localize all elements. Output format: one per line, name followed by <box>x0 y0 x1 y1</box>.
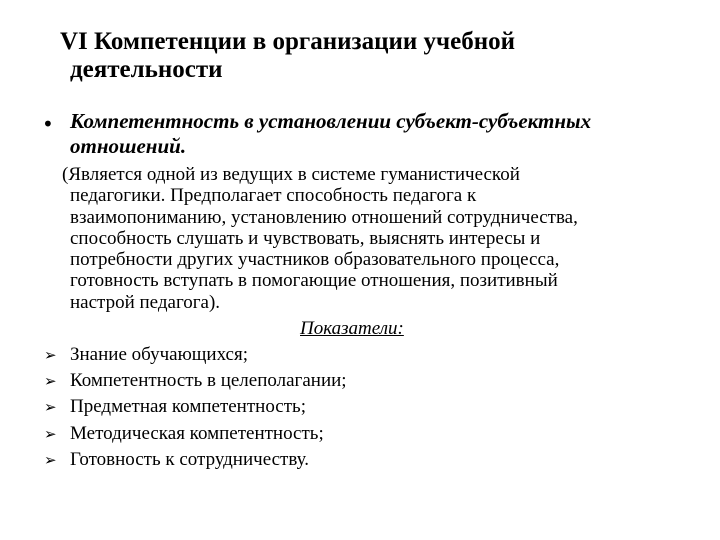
slide-title-line-1: VI Компетенции в организации учебной <box>60 28 516 55</box>
description-line: (Является одной из ведущих в системе гуманистической <box>62 164 520 185</box>
arrow-bullet-icon: ➢ <box>44 346 57 364</box>
arrow-bullet-icon: ➢ <box>44 372 57 390</box>
indicator-text: Предметная компетентность; <box>70 396 306 417</box>
slide-title-line-2: деятельности <box>70 56 223 83</box>
subheading-line-2: отношений. <box>70 134 187 158</box>
subheading-line-1: Компетентность в установлении субъект-субъектных <box>70 109 592 133</box>
bullet-icon: • <box>42 112 54 136</box>
description-line: взаимопониманию, установлению отношений сотрудничества, <box>70 207 578 228</box>
indicators-heading: Показатели: <box>300 318 404 339</box>
indicator-item <box>44 371 347 390</box>
indicator-item <box>44 424 324 443</box>
description-line: потребности других участников образовательного процесса, <box>70 249 560 270</box>
indicator-item <box>44 450 309 469</box>
indicator-text: Знание обучающихся; <box>70 344 248 365</box>
indicator-text: Готовность к сотрудничеству. <box>70 449 310 470</box>
indicator-text: Методическая компетентность; <box>70 423 324 444</box>
description-line: готовность вступать в помогающие отношения, позитивный <box>70 270 558 291</box>
description-line: настрой педагога). <box>70 292 221 313</box>
arrow-bullet-icon: ➢ <box>44 451 57 469</box>
indicator-text: Компетентность в целеполагании; <box>70 370 347 391</box>
indicator-item <box>44 345 248 364</box>
description-line: способность слушать и чувствовать, выяснять интересы и <box>70 228 541 249</box>
indicator-item <box>44 397 306 416</box>
description-line: педагогики. Предполагает способность педагога к <box>70 185 477 206</box>
arrow-bullet-icon: ➢ <box>44 425 57 443</box>
arrow-bullet-icon: ➢ <box>44 398 57 416</box>
